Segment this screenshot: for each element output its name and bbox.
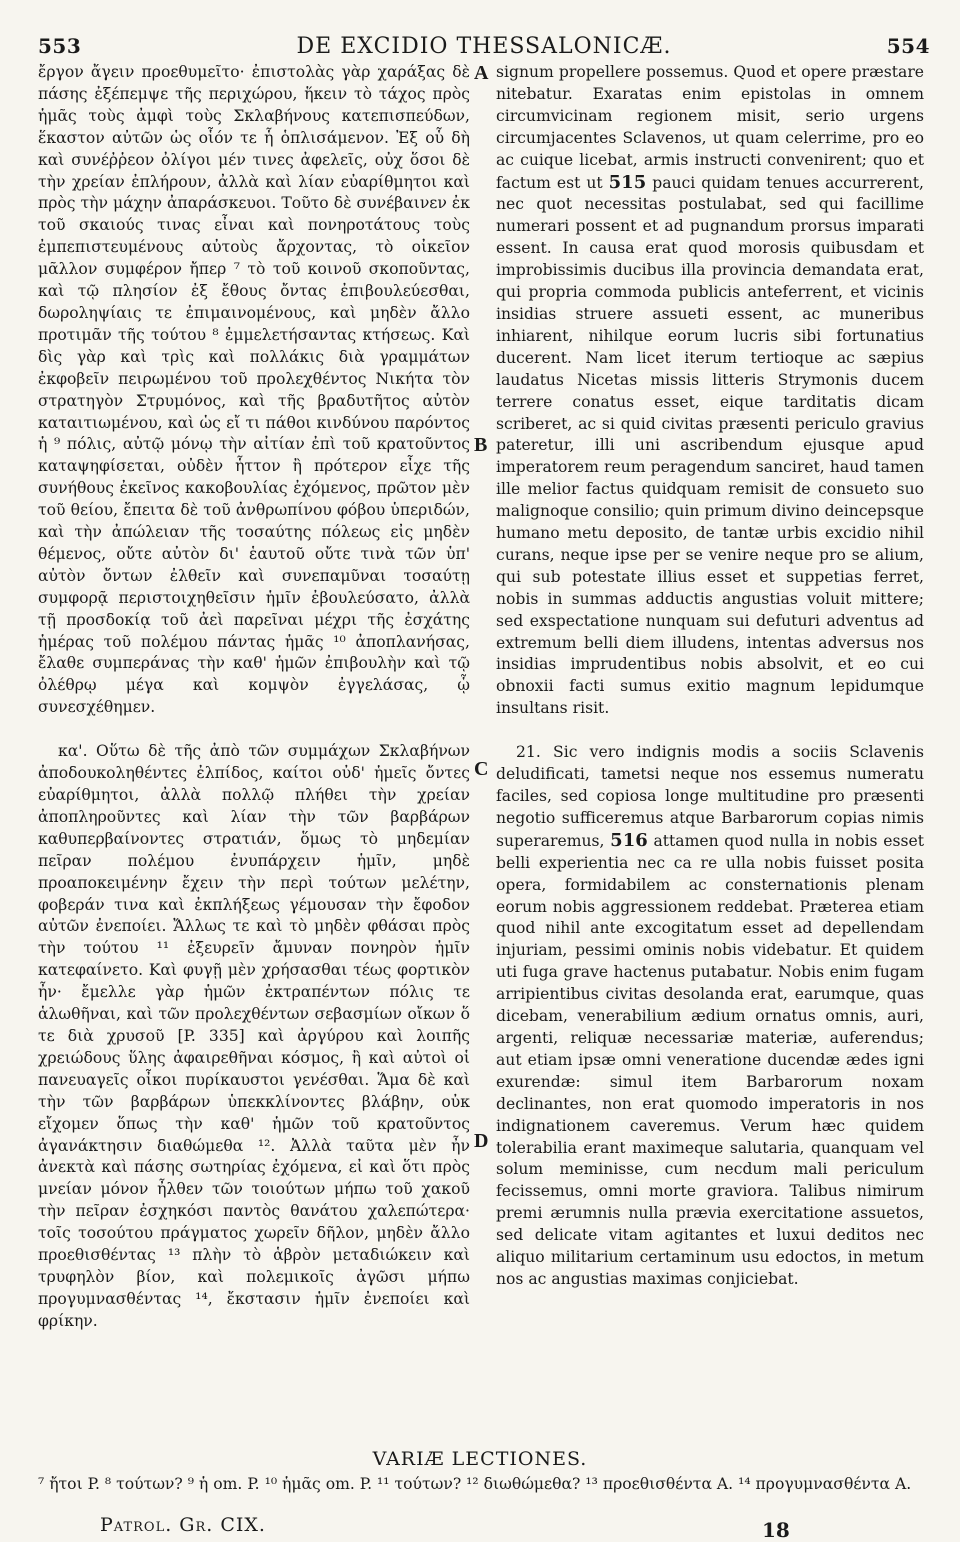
variae-lectiones-notes: ⁷ ἤτοι P. ⁸ τούτων? ⁹ ἡ om. P. ¹⁰ ἡμᾶς om. P. ¹¹ τούτων? ¹² διωθώμεθα? ¹³ προεθισθέντα A. ¹⁴ προγυμνασθέντα A. bbox=[38, 1475, 912, 1493]
latin-p1-part-1: signum propellere possemus. Quod et opere præstare nitebatur. Exaratas enim epistolas in omnem circumvicinam regionem misit, serio urgens circumjacentes Sclavenos, ut quam celerrime, pro eo ac cuique licebat, armis instructi convenirent; quo et factum est ut bbox=[496, 63, 924, 192]
margin-marker-c: C bbox=[474, 758, 489, 780]
signature-number: 18 bbox=[762, 1518, 790, 1542]
running-header bbox=[38, 34, 930, 59]
footer-source: Patrol. Gr. CIX. bbox=[100, 1514, 266, 1536]
latin-column bbox=[496, 62, 924, 1291]
margin-marker-a: A bbox=[474, 62, 489, 84]
margin-marker-d: D bbox=[474, 1130, 489, 1152]
latin-paragraph-2 bbox=[496, 742, 924, 1291]
latin-p1-part-2: pauci quidam tenues accurrerent, nec quot necessitas postulabat, sed qui facillime numerari possent et ad pugnandum prorsus imparati essent. In causa erat quod morosis quibusdam et improbissimis ducibus illa provincia demandata erat, qui propria commoda publicis anteferrent, et vicinis insidias struere assueti essent, ac muneribus inhiarent, nihilque eorum lucris sibi fortunatius ducerent. Nam licet iterum tertioque ac sæpius laudatus Nicetas missis litteris Strymonis ducem terrere conatus esset, eique tarditatis dicam scriberet, ac si quid civitas præsenti periculo gravius pateretur, illi uni ascribendum ejusque apud imperatorem reum peragendum sanciret, haud tamen ille melior factus quidquam remisit de consueto suo malignoque consilio; quin primum divino deincepsque humano metu deposito, de tantæ urbis excidio nihil curans, neque ipse per se venire neque pro se alium, qui sub potestate illius esset et suppetias ferret, nobis in summas adductis angustias voluit mittere; sed exspectatione nunquam sui defuturi adventus ad extremum belli diem illudens, intentas adversus nos insidias imprudentibus nobis absolvit, et eo cui obnoxii facti sumus exitio magnum lepidumque insultans risit. bbox=[496, 173, 925, 718]
column-number-516: 516 bbox=[610, 829, 648, 851]
latin-p2-part-2: attamen quod nulla in nobis esset belli experientia nec ca re ulla nobis fuisset posita opera, formidabilem ac consternationis plenam eorum nobis aggressionem reddebat. Præterea etiam quod nihil ante excogitatum esset ad depellendam injuriam, pessimi ominis nobis videbatur. Et quidem uti fuga grave hactenus putabatur. Nobis enim fugam arripientibus civitas desolanda erat, earumque, quas dicebam, venerabilium ædium ornatus omnis, auri, argenti, reliquæ necessariæ materiæ, auferendus; aut etiam ipsæ omni veneratione ducendæ ædes igni exurendæ: simul item Barbarorum noxam declinantes, non erat quomodo imperatoris in nos indignationem caveremus. Verum hæc quidem tolerabilia erant maximeque salutaria, quanquam vel solum meminisse, cum necdum mali periculum fecissemus, omni morte graviora. Talibus nimirum premi ærumnis nulla prævia exercitatione assuetos, sed delicate vitam agitantes et luxui deditos nec aliquo militarium certaminum usu edoctos, in metum nos ac angustias maximas conjiciebat. bbox=[496, 831, 924, 1288]
column-number-515: 515 bbox=[608, 171, 647, 193]
right-page-number: 554 bbox=[886, 34, 930, 58]
greek-column bbox=[38, 62, 470, 1333]
left-page-number: 553 bbox=[38, 34, 82, 58]
latin-p2-part-1: 21. Sic vero indignis modis a sociis Sclavenis deludificati, tametsi neque nos essemus numeratu faciles, sed copiosa longe multitudine pro præsenti negotio sufficeremus atque Barbarorum copias nimis superaremus, bbox=[496, 743, 924, 850]
margin-marker-b: B bbox=[474, 434, 488, 456]
greek-paragraph-2: κα'. Οὕτω δὲ τῆς ἀπὸ τῶν συμμάχων Σκλαβήνων ἀποδουκοληθέντες ἐλπίδος, καίτοι οὐδ' ἡμεῖς ὄντες εὐαρίθμητοι, ἀλλὰ πολλῷ πλήθει τὴν χρείαν ἀποπληροῦντες καὶ λίαν τὴν τῶν βαρβάρων καθυπερβαίνοντες στρατιάν, ὅμως τὸ μηδεμίαν πεῖραν πολέμου ἐνυπάρχειν ἡμῖν, μηδὲ προαποκειμένην ἔχειν τὴν περὶ τούτων μελέτην, φοβεράν τινα καὶ ἐκπλήξεως γέμουσαν τὴν ἔφοδον αὐτῶν ἐνεποίει. Ἄλλως τε καὶ τὸ μηδὲν φθάσαι πρὸς τὴν τούτου ¹¹ ἐξευρεῖν ἄμυναν πονηρὸν ἡμῖν κατεφαίνετο. Καὶ φυγῇ μὲν χρήσασθαι τέως φορτικὸν ἦν· ἔμελλε γὰρ ἡμῶν ἐκτραπέντων πόλις τε ἁλωθῆναι, καὶ τῶν προλεχθέντων σεβασμίων οἴκων ὅ τε διὰ χρυσοῦ [P. 335] καὶ ἀργύρου καὶ λοιπῆς χρειώδους ὕλης ἀφαιρεθῆναι κόσμος, ἢ καὶ αὐτοὶ οἱ πανευαγεῖς οἶκοι πυρίκαυστοι γενέσθαι. Ἅμα δὲ καὶ τὴν τῶν βαρβάρων ὑπεκκλίνοντες βλάβην, οὐκ εἴχομεν ὅπως τὴν καθ' ἡμῶν τοῦ κρατοῦντος ἀγανάκτησιν διαθώμεθα ¹². Ἀλλὰ ταῦτα μὲν ἦν ἀνεκτὰ καὶ πάσης σωτηρίας ἐχόμενα, εἰ καὶ ὅτι πρὸς μνείαν μόνον ἦλθεν τῶν τοιούτων μήπω τοῦ χακοῦ τὴν πεῖραν ἐσχηκόσι παντὸς θανάτου χαλεπώτερα· τοῖς τοσούτου πράγματος χωρεῖν δῆλον, μηδὲν ἄλλο προεθισθέντας ¹³ πλὴν τὸ ἁβρὸν μεταδιώκειν καὶ τρυφηλὸν βίον, καὶ πολεμικοῖς ἀγῶσι μήπω προγυμνασθέντας ¹⁴, ἔκστασιν ἡμῖν ἐνεποίει καὶ φρίκην. bbox=[38, 742, 470, 1330]
running-title: DE EXCIDIO THESSALONICÆ. bbox=[296, 34, 672, 59]
greek-paragraph-1: ἔργον ἄγειν προεθυμεῖτο· ἐπιστολὰς γὰρ χαράξας δὲ πάσης ἐξέπεμψε τῆς περιχώρου, ἥκειν τὸ τάχος πρὸς ἡμᾶς τοὺς ἀμφὶ τοὺς Σκλαβήνους κατεπισπεύδων, ἕκαστον αὐτῶν ὡς οἷόν τε ἧ ὁπλισάμενον. Ἐξ οὗ δὴ καὶ συνέῤῥεον ὀλίγοι μέν τινες ἀφελεῖς, οὐχ ὅσοι δὲ τὴν χρείαν ἐπλήρουν, ἀλλὰ καὶ λίαν εὐαρίθμητοι καὶ πρὸς τὴν μάχην ἀπαράσκευοι. Τοῦτο δὲ συνέβαινεν ἐκ τοῦ σκαιούς τινας εἶναι καὶ πονηροτάτους τοὺς ἐμπεπιστευμένους αὐτοὺς ἄρχοντας, τὸ οἰκεῖον μᾶλλον συμφέρον ἤπερ ⁷ τὸ τοῦ κοινοῦ σκοποῦντας, καὶ τῷ πλησίον ἐξ ἔθους ὄντας ἐπιβουλεύεσθαι, δωροληψίαις τε ἐπιμαινομένους, καὶ μηδὲν ἄλλο προτιμᾶν τῆς τούτου ⁸ ἐμμελετήσαντας κτήσεως. Καὶ δὶς γὰρ καὶ τρὶς καὶ πολλάκις διὰ γραμμάτων ἐκφοβεῖν πειρωμένου τοῦ προλεχθέντος Νικήτα τὸν στρατηγὸν Στρυμόνος, καὶ τῆς βραδυτῆτος αὐτὸν καταιτιωμένου, καὶ ὡς εἴ τι πάθοι κινδύνου παρόντος ἡ ⁹ πόλις, αὐτῷ μόνῳ τὴν αἰτίαν ἐπὶ τοῦ κρατοῦντος καταψηφίσεται, οὐδὲν ἧττον ἢ πρότερον εἶχε τῆς συνήθους ἐκεῖνος κακοβουλίας ἐχόμενος, πρῶτον μὲν τοῦ θείου, ἔπειτα δὲ τοῦ ἀνθρωπίνου φόβου ὑπεριδών, καὶ τὴν ἀπώλειαν τῆς τοσαύτης πόλεως εἰς μηδὲν θέμενος, οὔτε αὐτὸν δι' ἑαυτοῦ οὔτε τινὰ τῶν ὑπ' αὐτὸν ὄντων ἐλθεῖν καὶ συνεπαμῦναι τοσαύτῃ συμφορᾷ περιστοιχηθεῖσιν ἡμῖν ἐβουλεύσατο, ἀλλὰ τῇ προσδοκίᾳ τοῦ ἀεὶ παρεῖναι μέχρι τῆς ἐσχάτης ἡμέρας τοῦ πολέμου πάντας ἡμᾶς ¹⁰ ἀποπλανήσας, ἔλαθε συμπεράνας τὴν καθ' ἡμῶν ἐπιβουλὴν καὶ τῷ ὀλέθρῳ μέγα καὶ κομψὸν ἐγγελάσας, ᾧ συνεσχέθημεν. bbox=[38, 63, 470, 717]
variae-lectiones-title: VARIÆ LECTIONES. bbox=[372, 1448, 588, 1470]
latin-paragraph-1 bbox=[496, 62, 924, 720]
